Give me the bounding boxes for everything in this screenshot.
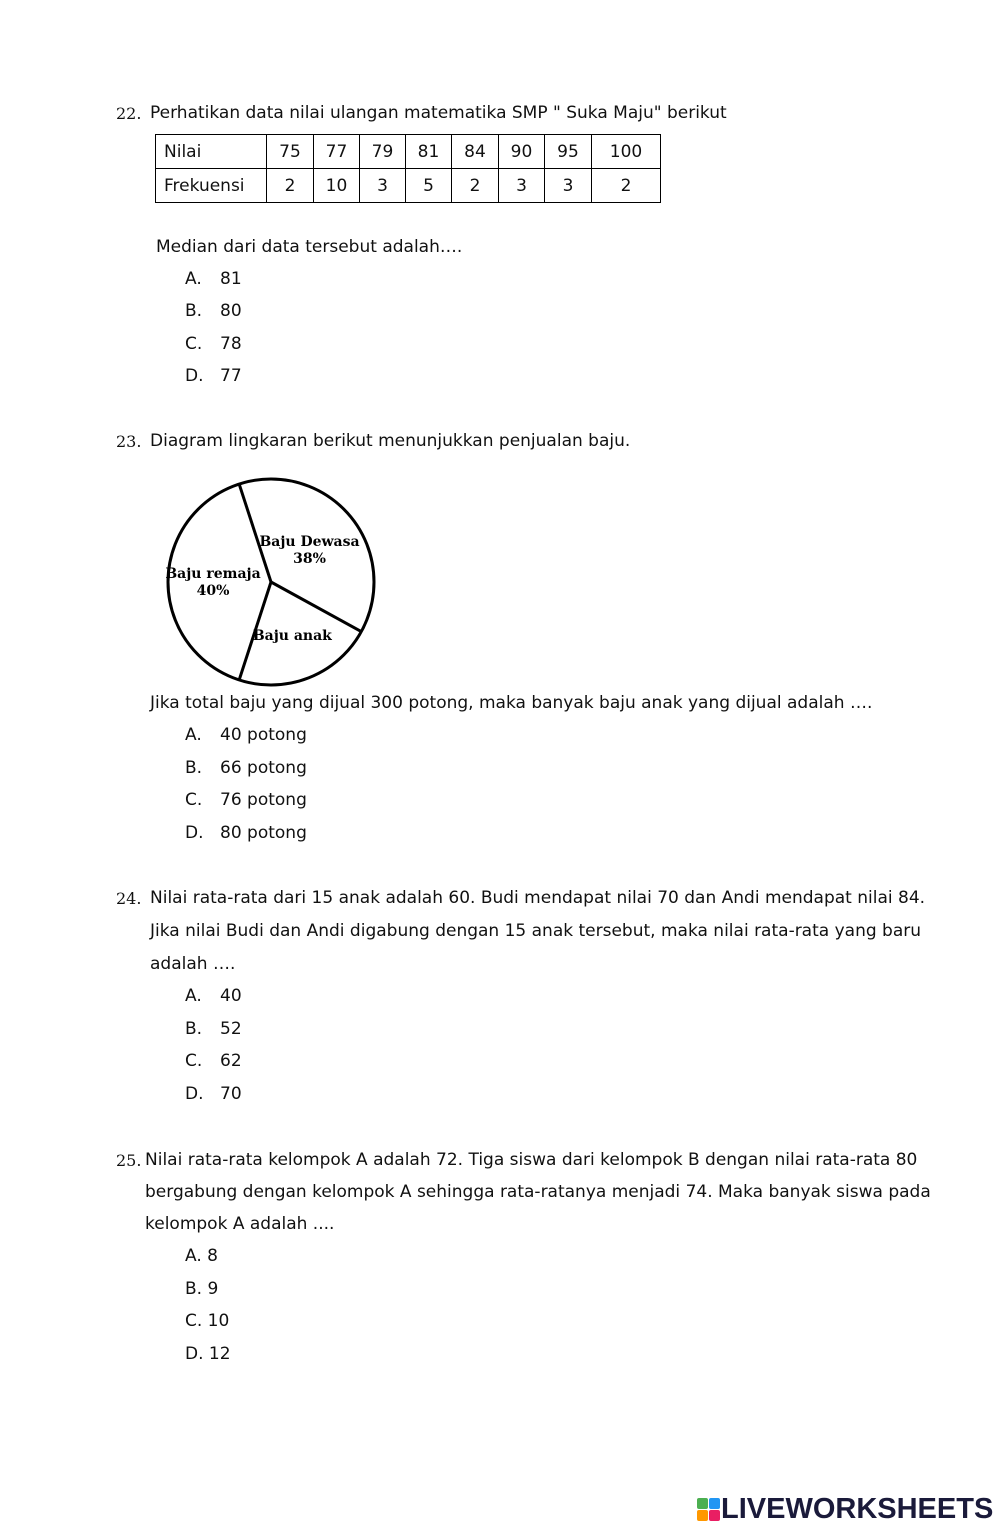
option-letter: C. [185, 790, 203, 810]
question-23-prompt: Diagram lingkaran berikut menunjukkan penjualan baju. [150, 431, 631, 451]
table-cell: 2 [452, 169, 499, 203]
option-letter: A. [185, 269, 202, 289]
table-cell: 3 [360, 169, 406, 203]
question-25-number: 25. [116, 1151, 142, 1170]
table-cell: 90 [499, 135, 545, 169]
option-letter: D. [185, 366, 204, 386]
option-letter: D. [185, 1084, 204, 1104]
logo-block [697, 1498, 708, 1509]
option-text: 40 potong [220, 725, 307, 745]
question-23-number: 23. [116, 432, 142, 451]
question-24-line-1: Nilai rata-rata dari 15 anak adalah 60. Budi mendapat nilai 70 dan Andi mendapat nilai 84. [150, 888, 926, 908]
pie-chart [160, 472, 390, 692]
question-25-line-3: kelompok A adalah .... [145, 1214, 335, 1234]
pie-slice-label: Baju Dewasa 38% [259, 534, 360, 568]
option-letter: D. [185, 823, 204, 843]
table-row-frekuensi [156, 169, 661, 203]
option-letter: C. [185, 1051, 203, 1071]
table-header-nilai: Nilai [156, 135, 267, 169]
logo-block [709, 1498, 720, 1509]
option-23-c[interactable] [185, 790, 307, 810]
table-cell: 75 [267, 135, 314, 169]
table-cell: 3 [545, 169, 592, 203]
table-cell: 81 [406, 135, 452, 169]
question-25-line-2: bergabung dengan kelompok A sehingga rata-ratanya menjadi 74. Maka banyak siswa pada [145, 1182, 931, 1202]
option-22-a[interactable] [185, 269, 242, 289]
option-25-d[interactable]: D. 12 [185, 1344, 231, 1364]
question-22-prompt: Perhatikan data nilai ulangan matematika SMP " Suka Maju" berikut [150, 103, 727, 123]
option-text: 70 [220, 1084, 242, 1104]
option-22-c[interactable] [185, 334, 242, 354]
logo-text: LIVEWORKSHEETS [721, 1492, 994, 1525]
option-24-c[interactable] [185, 1051, 242, 1071]
option-text: 66 potong [220, 758, 307, 778]
option-25-a[interactable]: A. 8 [185, 1246, 218, 1266]
option-text: 40 [220, 986, 242, 1006]
table-row-nilai [156, 135, 661, 169]
table-cell: 79 [360, 135, 406, 169]
option-24-b[interactable] [185, 1019, 242, 1039]
logo-block [709, 1510, 720, 1521]
option-23-d[interactable] [185, 823, 307, 843]
option-letter: B. [185, 1019, 203, 1039]
option-22-b[interactable] [185, 301, 242, 321]
option-text: 81 [220, 269, 242, 289]
logo-block [697, 1510, 708, 1521]
option-text: 62 [220, 1051, 242, 1071]
frequency-table [155, 134, 661, 203]
table-cell: 84 [452, 135, 499, 169]
option-25-c[interactable]: C. 10 [185, 1311, 230, 1331]
pie-slice-label: Baju anak [252, 627, 332, 644]
table-header-frekuensi: Frekuensi [156, 169, 267, 203]
table-cell: 3 [499, 169, 545, 203]
pie-slice-label: Baju remaja 40% [165, 566, 261, 599]
option-text: 80 potong [220, 823, 307, 843]
option-23-a[interactable] [185, 725, 307, 745]
question-24-line-3: adalah …. [150, 954, 236, 974]
option-23-b[interactable] [185, 758, 307, 778]
option-text: 78 [220, 334, 242, 354]
option-text: 52 [220, 1019, 242, 1039]
option-letter: C. [185, 334, 203, 354]
option-text: 80 [220, 301, 242, 321]
question-22-text: Median dari data tersebut adalah…. [156, 237, 463, 257]
liveworksheets-logo[interactable] [697, 1492, 993, 1526]
option-letter: B. [185, 301, 203, 321]
question-22-number: 22. [116, 104, 142, 123]
table-cell: 100 [592, 135, 661, 169]
table-cell: 95 [545, 135, 592, 169]
table-cell: 2 [267, 169, 314, 203]
option-text: 76 potong [220, 790, 307, 810]
logo-blocks-icon [697, 1498, 720, 1521]
table-cell: 77 [314, 135, 360, 169]
question-24-line-2: Jika nilai Budi dan Andi digabung dengan 15 anak tersebut, maka nilai rata-rata yang baru [150, 921, 922, 941]
option-letter: B. [185, 758, 203, 778]
option-letter: A. [185, 725, 202, 745]
question-25-line-1: Nilai rata-rata kelompok A adalah 72. Tiga siswa dari kelompok B dengan nilai rata-rata 80 [145, 1150, 918, 1170]
option-text: 77 [220, 366, 242, 386]
table-cell: 5 [406, 169, 452, 203]
option-letter: A. [185, 986, 202, 1006]
question-23-text: Jika total baju yang dijual 300 potong, maka banyak baju anak yang dijual adalah …. [150, 693, 873, 713]
option-24-a[interactable] [185, 986, 242, 1006]
option-22-d[interactable] [185, 366, 242, 386]
table-cell: 10 [314, 169, 360, 203]
question-24-number: 24. [116, 889, 142, 908]
option-24-d[interactable] [185, 1084, 242, 1104]
option-25-b[interactable]: B. 9 [185, 1279, 219, 1299]
table-cell: 2 [592, 169, 661, 203]
